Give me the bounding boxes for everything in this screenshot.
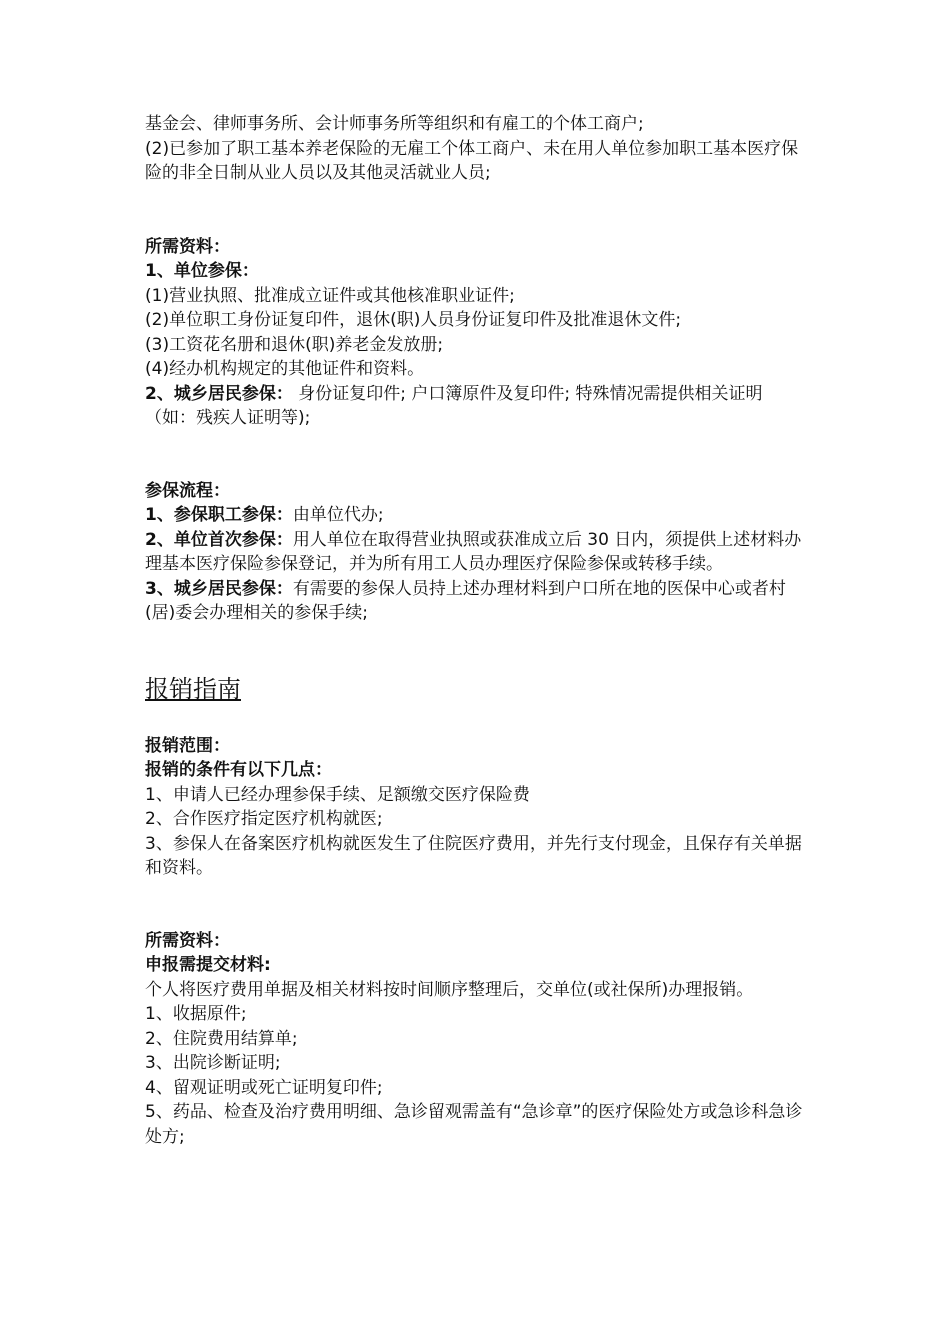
material-item: (3)工资花名册和退休(职)养老金发放册;	[145, 334, 444, 355]
condition-item: 2、合作医疗指定医疗机构就医;	[145, 809, 383, 829]
process-step-3	[145, 577, 810, 626]
resident-label: 2、城乡居民参保：	[145, 383, 293, 404]
document-page	[145, 112, 810, 1149]
materials-heading: 所需资料：	[145, 236, 230, 257]
step-text: 用人单位在取得营业执照或获准成立后 30 日内，须提供上述材料办理基本医疗保险参保登记，并为所有用工人员办理医疗保险参保或转移手续。	[145, 529, 802, 574]
submit-heading: 申报需提交材料:	[145, 955, 271, 975]
intro-line-1: 基金会、律师事务所、会计师事务所等组织和有雇工的个体工商户;	[145, 114, 644, 134]
reimburse-materials-heading: 所需资料：	[145, 930, 230, 951]
conditions-heading: 报销的条件有以下几点：	[145, 760, 332, 780]
condition-item: 1、申请人已经办理参保手续、足额缴交医疗保险费	[145, 784, 530, 805]
step-label: 2、单位首次参保：	[145, 529, 293, 550]
submit-item: 3、出院诊断证明;	[145, 1053, 281, 1073]
material-item: (1)营业执照、批准成立证件或其他核准职业证件;	[145, 285, 515, 306]
process-step-1	[145, 503, 810, 528]
step-text: 由单位代办;	[292, 505, 384, 525]
submit-item: 4、留观证明或死亡证明复印件;	[145, 1077, 383, 1098]
step-label: 3、城乡居民参保：	[145, 578, 293, 599]
resident-text: 身份证复印件; 户口簿原件及复印件; 特殊情况需提供相关证明（如：残疾人证明等);	[145, 383, 763, 428]
submit-intro: 个人将医疗费用单据及相关材料按时间顺序整理后，交单位(或社保所)办理报销。	[145, 979, 754, 1000]
submit-item: 1、收据原件;	[145, 1004, 247, 1024]
process-step-2	[145, 528, 810, 577]
submit-item: 5、药品、检查及治疗费用明细、急诊留观需盖有“急诊章”的医疗保险处方或急诊科急诊处方;	[145, 1102, 803, 1147]
step-label: 1、参保职工参保：	[145, 505, 293, 525]
section-title: 报销指南	[145, 674, 241, 703]
unit-insurance-heading: 1、单位参保：	[145, 261, 259, 281]
intro-line-2: (2)已参加了职工基本养老保险的无雇工个体工商户、未在用人单位参加职工基本医疗保险的非全日制从业人员以及其他灵活就业人员;	[145, 138, 799, 183]
material-item: (2)单位职工身份证复印件，退休(职)人员身份证复印件及批准退休文件;	[145, 310, 682, 330]
step-text: 有需要的参保人员持上述办理材料到户口所在地的医保中心或者村(居)委会办理相关的参保手续;	[145, 578, 786, 623]
submit-item: 2、住院费用结算单;	[145, 1028, 298, 1049]
process-heading: 参保流程：	[145, 480, 230, 501]
condition-item: 3、参保人在备案医疗机构就医发生了住院医疗费用，并先行支付现金，且保存有关单据和资料。	[145, 833, 802, 878]
material-item: (4)经办机构规定的其他证件和资料。	[145, 359, 425, 379]
resident-materials	[145, 382, 810, 431]
scope-heading: 报销范围：	[145, 735, 230, 756]
